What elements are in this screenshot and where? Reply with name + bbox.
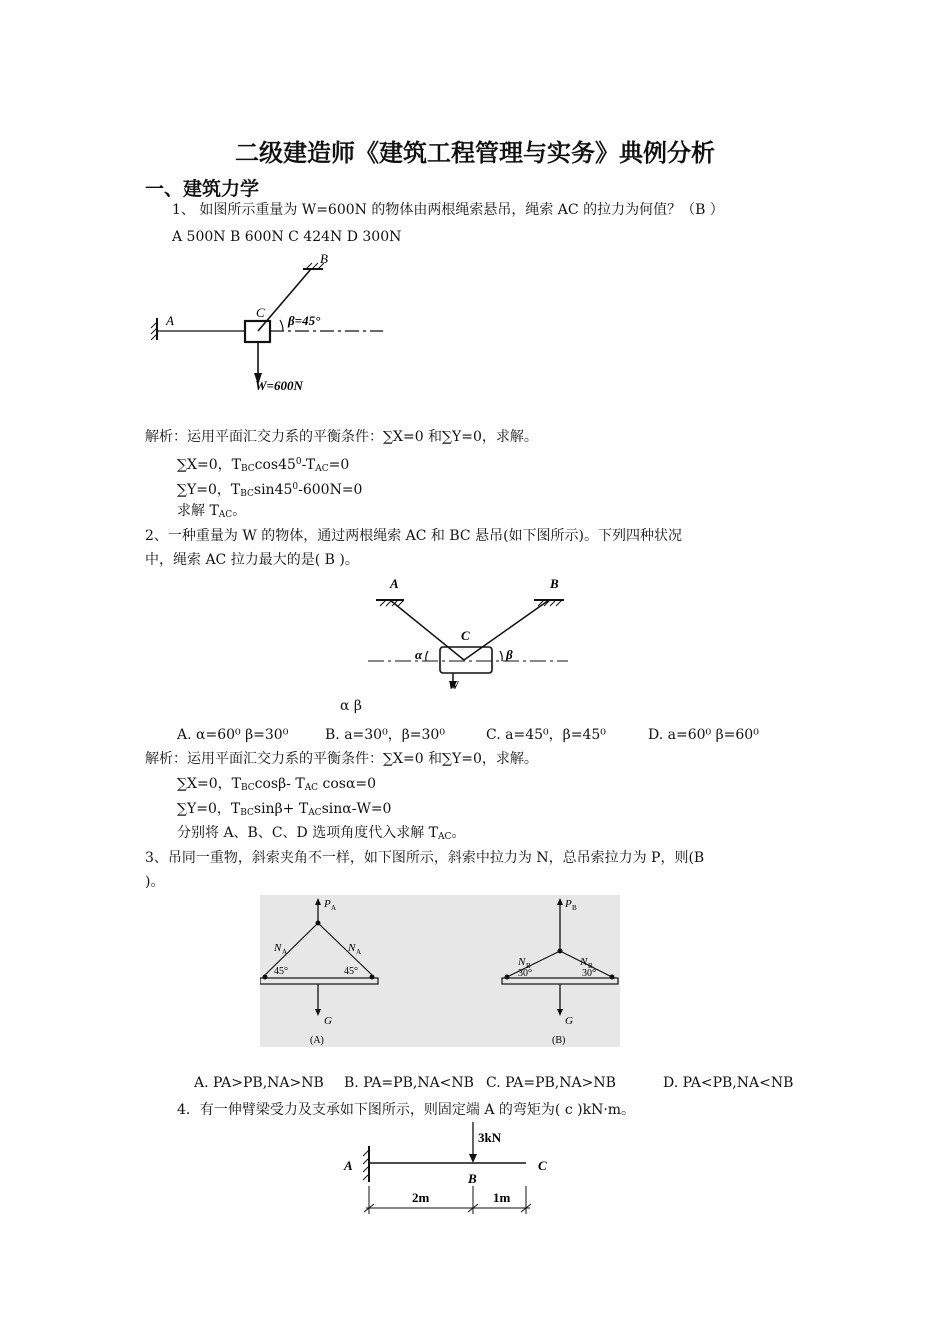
q1-options: A 500N B 600N C 424N D 300N — [172, 229, 402, 245]
svg-text:B: B — [588, 962, 593, 970]
svg-text:1m: 1m — [493, 1190, 511, 1205]
q2-option-a: A. α=60⁰ β=30⁰ — [177, 727, 289, 743]
svg-text:A: A — [331, 904, 337, 912]
svg-text:G: G — [324, 1015, 332, 1027]
svg-text:B: B — [572, 904, 577, 912]
svg-text:C: C — [461, 628, 470, 643]
q4-figure — [340, 1120, 560, 1220]
svg-text:β: β — [506, 647, 513, 662]
svg-text:N: N — [274, 942, 282, 954]
q1-question: 1、 如图所示重量为 W=600N 的物体由两根绳索悬吊，绳索 AC 的拉力为何值？（B ） — [172, 202, 724, 218]
svg-text:B: B — [526, 962, 531, 970]
svg-text:C: C — [538, 1158, 547, 1173]
svg-text:W: W — [448, 678, 459, 690]
svg-text:α: α — [415, 647, 423, 662]
q1-label-a: A — [166, 313, 174, 328]
q2-question-line2: 中，绳索 AC 拉力最大的是( B )。 — [145, 552, 359, 568]
q1-equation-x: ∑X=0，$T_{BC}\cos 45^0-T_{AC}=0$ — [177, 457, 350, 474]
svg-text:A: A — [344, 1158, 353, 1173]
q2-figure-caption: α β — [340, 698, 362, 714]
svg-text:G: G — [565, 1015, 573, 1027]
q3-question-line2: )。 — [145, 874, 165, 890]
q3-option-d: D. PA<PB,NA<NB — [663, 1075, 794, 1091]
svg-text:N: N — [580, 956, 588, 968]
svg-text:P: P — [565, 898, 572, 910]
section-heading: 一、建筑力学 — [145, 178, 260, 200]
q2-equation-y: ∑Y=0，$T_{BC}\sin\beta+ T_{AC}\sin\alpha-W=0$ — [177, 801, 392, 818]
svg-text:30°: 30° — [518, 968, 532, 979]
svg-text:A: A — [282, 948, 288, 956]
svg-text:A: A — [356, 948, 362, 956]
q3-figure — [260, 895, 620, 1047]
q1-solve: 求解 $T_{AC}$。 — [177, 503, 247, 520]
svg-text:3kN: 3kN — [478, 1130, 502, 1145]
q4-question: 4．有一伸臂梁受力及支承如下图所示，则固定端 A 的弯矩为( c )kN·m。 — [177, 1102, 636, 1118]
page-title: 二级建造师《建筑工程管理与实务》典例分析 — [235, 139, 715, 167]
q2-option-b: B. a=30⁰，β=30⁰ — [325, 727, 445, 743]
q2-option-c: C. a=45⁰，β=45⁰ — [486, 727, 606, 743]
q1-analysis: 解析：运用平面汇交力系的平衡条件：∑X=0 和∑Y=0，求解。 — [145, 429, 538, 445]
q1-label-b: B — [320, 251, 328, 266]
q3-option-b: B. PA=PB,NA<NB — [344, 1075, 474, 1091]
q1-label-w: W=600N — [255, 378, 303, 393]
q2-option-d: D. a=60⁰ β=60⁰ — [648, 727, 759, 743]
q1-label-c: C — [256, 305, 265, 320]
svg-text:2m: 2m — [412, 1190, 430, 1205]
svg-text:N: N — [348, 942, 356, 954]
q3-question-line1: 3、吊同一重物，斜索夹角不一样，如下图所示，斜索中拉力为 N，总吊索拉力为 P，则(B — [145, 850, 705, 866]
q2-analysis: 解析：运用平面汇交力系的平衡条件：∑X=0 和∑Y=0，求解。 — [145, 751, 538, 767]
q1-label-beta: β=45° — [288, 313, 321, 328]
svg-text:45°: 45° — [344, 966, 358, 977]
svg-text:N: N — [518, 956, 526, 968]
svg-text:30°: 30° — [582, 968, 596, 979]
q1-figure — [148, 250, 388, 400]
q2-question-line1: 2、一种重量为 W 的物体，通过两根绳索 AC 和 BC 悬吊(如下图所示)。下列四种状况 — [145, 528, 683, 544]
q2-figure — [368, 575, 578, 690]
svg-text:(A): (A) — [310, 1035, 324, 1046]
svg-text:45°: 45° — [274, 966, 288, 977]
svg-text:P: P — [324, 898, 331, 910]
svg-text:B: B — [550, 576, 559, 591]
svg-text:(B): (B) — [552, 1035, 566, 1046]
q2-equation-x: ∑X=0，$T_{BC}\cos\beta-$ $T_{AC}$ cosα=0 — [177, 776, 377, 793]
q3-option-c: C. PA=PB,NA>NB — [486, 1075, 616, 1091]
svg-text:A: A — [390, 576, 399, 591]
q3-option-a: A. PA>PB,NA>NB — [194, 1075, 324, 1091]
q1-equation-y: ∑Y=0，$T_{BC}\sin 45^0-600N=0$ — [177, 482, 363, 499]
q2-solve: 分别将 A、B、C、D 选项角度代入求解 $T_{AC}$。 — [177, 825, 466, 842]
svg-text:B: B — [468, 1171, 477, 1186]
